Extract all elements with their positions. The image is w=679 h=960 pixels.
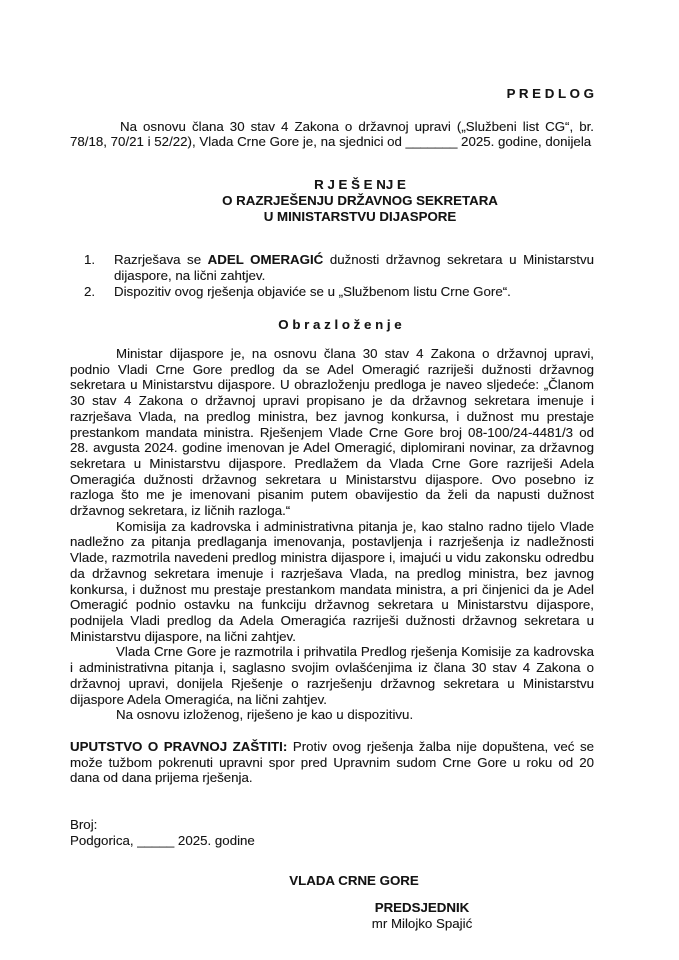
item-number: 2.: [84, 283, 96, 299]
legal-notice-text: Protiv ovog rješenja žalba nije dopuštena, već se može tužbom pokrenuti upravni spor pred Upravnim sudom Crne Gore u roku od 20 dana od dana prijema rješenja.: [70, 738, 595, 786]
intro-paragraph: Na osnovu člana 30 stav 4 Zakona o državnoj upravi („Službeni list CG“, br. 78/18, 70/21 i 52/22), Vlada Crne Gore je, na sjednici od _______ 2025. godine, donijela: [70, 118, 594, 150]
legal-notice-label: UPUTSTVO O PRAVNOJ ZAŠTITI:: [70, 738, 288, 754]
title-line-1: R J E Š E NJ E: [314, 177, 406, 193]
body-paragraph-1: Ministar dijaspore je, na osnovu člana 30 stav 4 Zakona o državnoj upravi, podnio Vladi Crne Gore predlog da se Adel Omeragić razriješi dužnosti državnog sekretara u Ministarstvu dijaspore. U obrazloženju predloga je naveo sljedeće: „Članom 30 stav 4 Zakona o državnoj upravi propisano je da državnog sekretara imenuje i razrješava Vlada, na predlog ministra, bez javnog konkursa, i dužnost mu prestaje prestankom mandata ministra. Rješenjem Vlade Crne Gore broj 08-100/24-4481/3 od 28. avgusta 2024. godine imenovan je Adel Omeragić, diplomirani novinar, za državnog sekretara u Ministarstvu dijaspore. Predlažem da Vlada Crne Gore razriješi Adela Omeragića dužnosti državnog sekretara u Ministarstvu dijaspore. Ovo posebno iz razloga što me je imenovani pisanim putem obavijestio da želi da napusti dužnost državnog sekretara, iz ličnih razloga.“: [70, 346, 594, 519]
item-text: dužnosti državnog sekretara u Ministarstvu dijaspore, na lični zahtjev.: [114, 252, 594, 283]
place-date-line: Podgorica, _____ 2025. godine: [70, 832, 255, 848]
item-text: Razrješava se: [114, 252, 208, 268]
body-paragraph-2: Komisija za kadrovska i administrativna pitanja je, kao stalno radno tijelo Vlade nadležno za pitanja predlaganja imenovanja, postavljenja i razrješenja iz nadležnosti Vlade, razmotrila navedeni predlog ministra dijaspore i, imajući u vidu zakonsku odredbu da državnog sekretara imenuje i razrješava Vlada, na predlog ministra, bez javnog konkursa, i dužnost mu prestaje prestankom mandata ministra, a pri činjenici da je Adel Omeragić podnio ostavku na funkciju državnog sekretara u Ministarstvu dijaspore, podnijela Vladi predlog da Adela Omeragića razriješi dužnosti državnog sekretara u Ministarstvu dijaspore, na lični zahtjev.: [70, 518, 594, 644]
title-line-2: O RAZRJEŠENJU DRŽAVNOG SEKRETARA: [222, 192, 498, 208]
decision-title: [126, 177, 594, 224]
signer-name: mr Milojko Spajić: [371, 915, 473, 931]
item-text-bold: ADEL OMERAGIĆ: [207, 252, 324, 268]
list-item: [84, 252, 594, 283]
item-text: Dispozitiv ovog rješenja objaviće se u „Službenom listu Crne Gore“.: [114, 283, 511, 299]
reasoning-heading: O b r a z l o ž e n j e: [278, 317, 402, 333]
number-label: Broj:: [70, 817, 98, 833]
body-paragraph-4: Na osnovu izloženog, riješeno je kao u dispozitivu.: [116, 707, 414, 723]
signer-title: PREDSJEDNIK: [374, 900, 470, 916]
list-item: [84, 283, 594, 300]
reasoning-body: [70, 346, 594, 723]
signature-block: [322, 900, 522, 931]
government-name: VLADA CRNE GORE: [289, 873, 419, 889]
legal-notice: [70, 739, 594, 786]
title-line-3: U MINISTARSTVU DIJASPORE: [263, 208, 457, 224]
reference-block: [70, 817, 594, 848]
decision-list: [70, 252, 594, 299]
body-paragraph-3: Vlada Crne Gore je razmotrila i prihvatila Predlog rješenja Komisije za kadrovska i administrativna pitanja i, saglasno svojim ovlašćenjima iz člana 30 stav 4 Zakona o državnoj upravi, donijela Rješenje o razrješenju državnog sekretara u Ministarstvu dijaspore Adela Omeragića, na lični zahtjev.: [70, 644, 594, 707]
item-number: 1.: [84, 252, 96, 268]
predlog-tag: P R E D L O G: [506, 86, 594, 101]
